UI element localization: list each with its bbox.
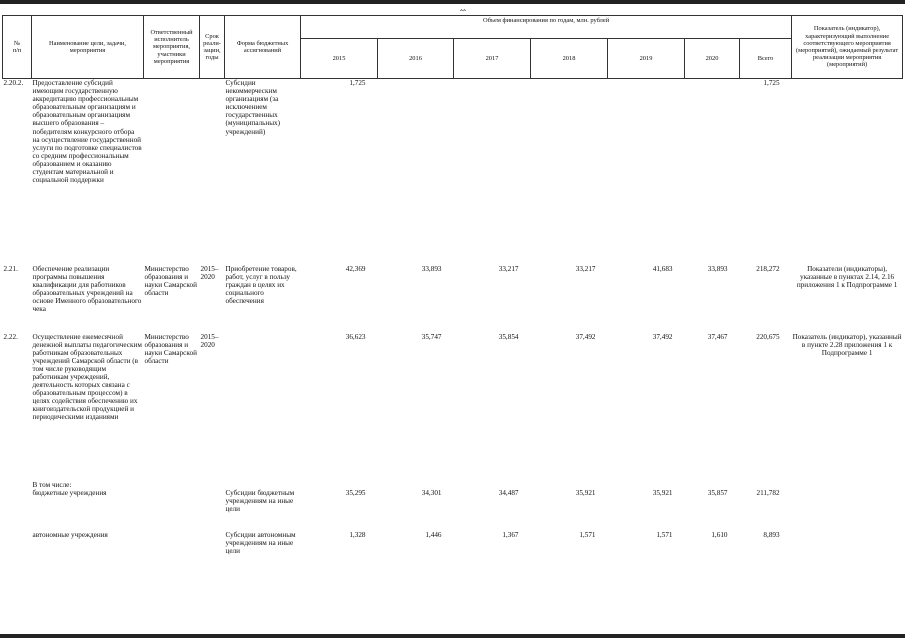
value-cell: 35,747 [421,332,442,341]
year-header: 2020 [685,39,740,79]
value-cell [454,79,531,265]
value-cell [685,79,740,265]
row-name: Обеспечение реализации программы повышения квалификации для работников образовательных учреждений на основе Именного образовательного чека [32,264,142,313]
col-num-header: № п/п [3,16,32,79]
subrow-name-text: бюджетные учреждения [32,488,107,497]
value-cell: 33,217 [498,264,519,273]
value-cell: 33,893 [707,264,728,273]
table-row [3,79,903,265]
col-period-header: Срок реали-зации, годы [200,16,225,79]
row-form: Субсидии некоммерческим организациям (за исключением государственных (муниципальных) учреждений) [225,79,281,136]
value-text: 34,301 [421,488,442,497]
year-header: 2017 [454,39,531,79]
value-cell: 42,369 [345,264,366,273]
subtotal-label: В том числе: [32,480,72,489]
col-form-header: Форма бюджетных ассигнований [225,16,301,79]
table-row [3,531,903,571]
value-text: 35,921 [575,488,596,497]
subrow-form [225,481,301,531]
total-cell [740,481,792,531]
value-text: 35,921 [652,488,673,497]
value-cell: 36,623 [345,332,366,341]
total-header: Всего [740,39,792,79]
value-text: 211,782 [756,488,780,497]
col-name-header: Наименование цели, задачи, мероприятия [32,16,144,79]
scan-mark: ˆˆ [460,8,466,18]
row-num: 2.21. [3,264,18,273]
col-finance-group-header: Объем финансирования по годам, млн. рублей [301,16,792,39]
row-name: Осуществление ежемесячной денежной выплаты педагогическим работникам образовательных учреждений Самарской области (в том числе руководящим работникам учреждений, деятельность которых связана с образовательным процессом) в целях содействия обеспечению их книгоиздательской продукцией и периодическими изданиями [32,332,142,422]
subrow-form-text: Субсидии бюджетным учреждениям на иные цели [225,488,295,513]
total-cell: 8,893 [763,530,780,539]
row-form: Приобретение товаров, работ, услуг в пользу граждан в целях их социального обеспечения [225,264,297,305]
value-cell [608,79,685,265]
value-text: 35,295 [345,488,366,497]
value-cell: 33,217 [575,264,596,273]
row-num: 2.20.2. [3,79,24,87]
table-row [3,481,903,531]
value-cell: 41,683 [652,264,673,273]
row-indicator [792,79,903,265]
value-cell: 35,854 [498,332,519,341]
value-cell: 37,467 [707,332,728,341]
value-cell: 37,492 [575,332,596,341]
value-cell: 1,610 [711,530,728,539]
year-header: 2018 [531,39,608,79]
top-border [0,0,905,4]
row-indicator: Показатель (индикатор), указанный в пункте 2.28 приложения 1 к Подпрограмме 1 [792,332,902,357]
subrow-name: автономные учреждения [32,530,108,539]
year-header: 2016 [378,39,454,79]
value-cell: 1,367 [502,530,519,539]
value-cell [454,481,531,531]
total-cell: 220,675 [756,332,780,341]
col-responsible-header: Ответственный исполнитель мероприятия, участники мероприятия [144,16,200,79]
value-cell [685,481,740,531]
row-responsible [144,79,200,265]
value-cell [608,481,685,531]
value-cell [531,481,608,531]
subrow-form: Субсидии автономным учреждениям на иные цели [225,530,296,555]
year-header: 2015 [301,39,378,79]
value-cell: 1,725 [349,79,366,87]
finance-table [2,15,903,571]
total-cell: 1,725 [763,79,780,87]
value-cell: 1,446 [425,530,442,539]
value-cell: 37,492 [652,332,673,341]
row-indicator: Показатели (индикаторы), указанные в пунктах 2.14, 2.16 приложения 1 к Подпрограмме 1 [796,264,898,289]
row-name: Предоставление субсидий имеющим государственную аккредитацию профессиональным образовательным организациям и образовательным организациям высшего образования – победителям конкурсного отбора на осуществление государственной услуги по подготовке специалистов со средним профессиональным образованием и оказанию студентам материальной и социальной поддержки [32,79,142,185]
row-period [200,79,225,265]
total-cell: 218,272 [756,264,780,273]
bottom-border [0,634,905,638]
value-cell: 33,893 [421,264,442,273]
value-cell [378,79,454,265]
year-header: 2019 [608,39,685,79]
value-cell [301,481,378,531]
value-cell: 1,571 [579,530,596,539]
value-cell: 1,328 [349,530,366,539]
table-row [3,333,903,481]
col-indicator-header: Показатель (индикатор), характеризующий выполнение соответствующего мероприятия (мероприятий), ожидаемый результат реализации мероприятия (мероприятий) [792,16,903,79]
value-cell [378,481,454,531]
value-text: 35,857 [707,488,728,497]
table-row [3,265,903,333]
value-cell [531,79,608,265]
value-cell: 1,571 [656,530,673,539]
subrow-name [32,481,144,531]
value-text: 34,487 [498,488,519,497]
row-period: 2015–2020 [200,264,219,281]
row-form [225,333,301,481]
row-responsible: Министерство образования и науки Самарской области [144,264,197,297]
row-num: 2.22. [3,332,18,341]
row-responsible: Министерство образования и науки Самарской области [144,332,197,365]
row-period: 2015–2020 [200,332,219,349]
